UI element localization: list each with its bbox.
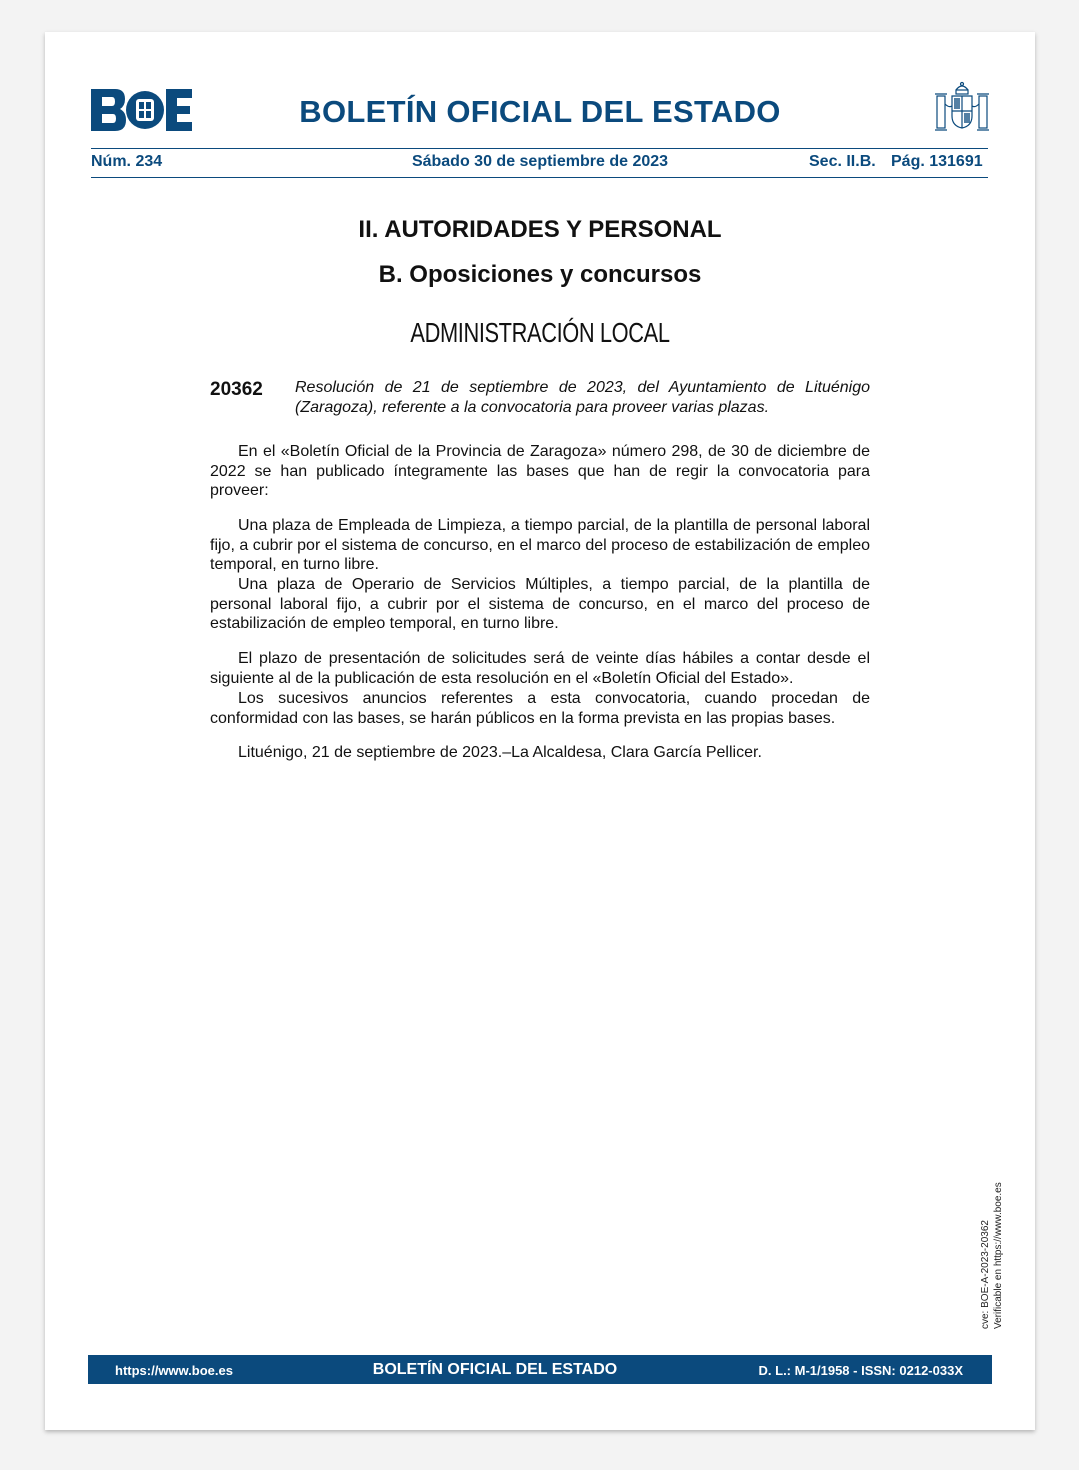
coat-of-arms-icon	[934, 80, 990, 138]
paragraph-text: Una plaza de Empleada de Limpieza, a tiempo parcial, de la plantilla de personal laboral fijo, a cubrir por el sistema de concurso, en el marco del proceso de estabilización de empleo temporal, en turno libre.	[210, 517, 870, 574]
section-code: Sec. II.B.	[809, 153, 876, 170]
issue-date: Sábado 30 de septiembre de 2023	[411, 153, 669, 170]
footer-bar	[88, 1355, 992, 1384]
document-page	[45, 32, 1035, 1430]
verify-link[interactable]: Verificable en https://www.boe.es	[992, 1182, 1004, 1329]
boe-logo	[91, 89, 192, 131]
signature-text: Lituénigo, 21 de septiembre de 2023.–La Alcaldesa, Clara García Pellicer.	[238, 744, 762, 761]
journal-title: BOLETÍN OFICIAL DEL ESTADO	[299, 94, 781, 129]
paragraph-text: Los sucesivos anuncios referentes a esta convocatoria, cuando procedan de conformidad con las bases, se harán públicos en la forma prevista en las propias bases.	[210, 690, 870, 727]
resolution-number: 20362	[210, 379, 263, 400]
paragraph-text: El plazo de presentación de solicitudes será de veinte días hábiles a contar desde el siguiente al de la publicación de esta resolución en el «Boletín Oficial del Estado».	[210, 650, 870, 687]
header-rule-bottom	[91, 177, 988, 178]
body-paragraph-3	[210, 575, 870, 634]
subsection-heading: B. Oposiciones y concursos	[378, 261, 702, 288]
body-paragraph-2	[210, 516, 870, 575]
header-rule-top	[91, 148, 988, 149]
page-number: Pág. 131691	[891, 153, 983, 170]
resolution-title: Resolución de 21 de septiembre de 2023, del Ayuntamiento de Lituénigo (Zaragoza), referente a la convocatoria para proveer varias plazas.	[295, 379, 870, 416]
paragraph-text: Una plaza de Operario de Servicios Múltiples, a tiempo parcial, de la plantilla de personal laboral fijo, a cubrir por el sistema de concurso, en el marco del proceso de estabilización de empleo temporal, en turno libre.	[210, 576, 870, 633]
issue-number: Núm. 234	[91, 153, 163, 170]
administration-heading: ADMINISTRACIÓN LOCAL	[410, 317, 670, 348]
footer-title: BOLETÍN OFICIAL DEL ESTADO	[372, 1361, 618, 1378]
body-paragraph-4	[210, 649, 870, 688]
cve-code: cve: BOE-A-2023-20362	[980, 1220, 991, 1329]
body-paragraph-1	[210, 442, 870, 501]
verification-note	[980, 1129, 1005, 1329]
section-heading: II. AUTORIDADES Y PERSONAL	[358, 216, 722, 243]
paragraph-text: En el «Boletín Oficial de la Provincia de Zaragoza» número 298, de 30 de diciembre de 2022 se han publicado íntegramente las bases que han de regir la convocatoria para proveer:	[210, 443, 870, 500]
signature-paragraph	[210, 743, 870, 763]
body-paragraph-5	[210, 689, 870, 728]
footer-legal: D. L.: M-1/1958 - ISSN: 0212-033X	[758, 1363, 963, 1378]
footer-url-link[interactable]: https://www.boe.es	[115, 1363, 233, 1378]
